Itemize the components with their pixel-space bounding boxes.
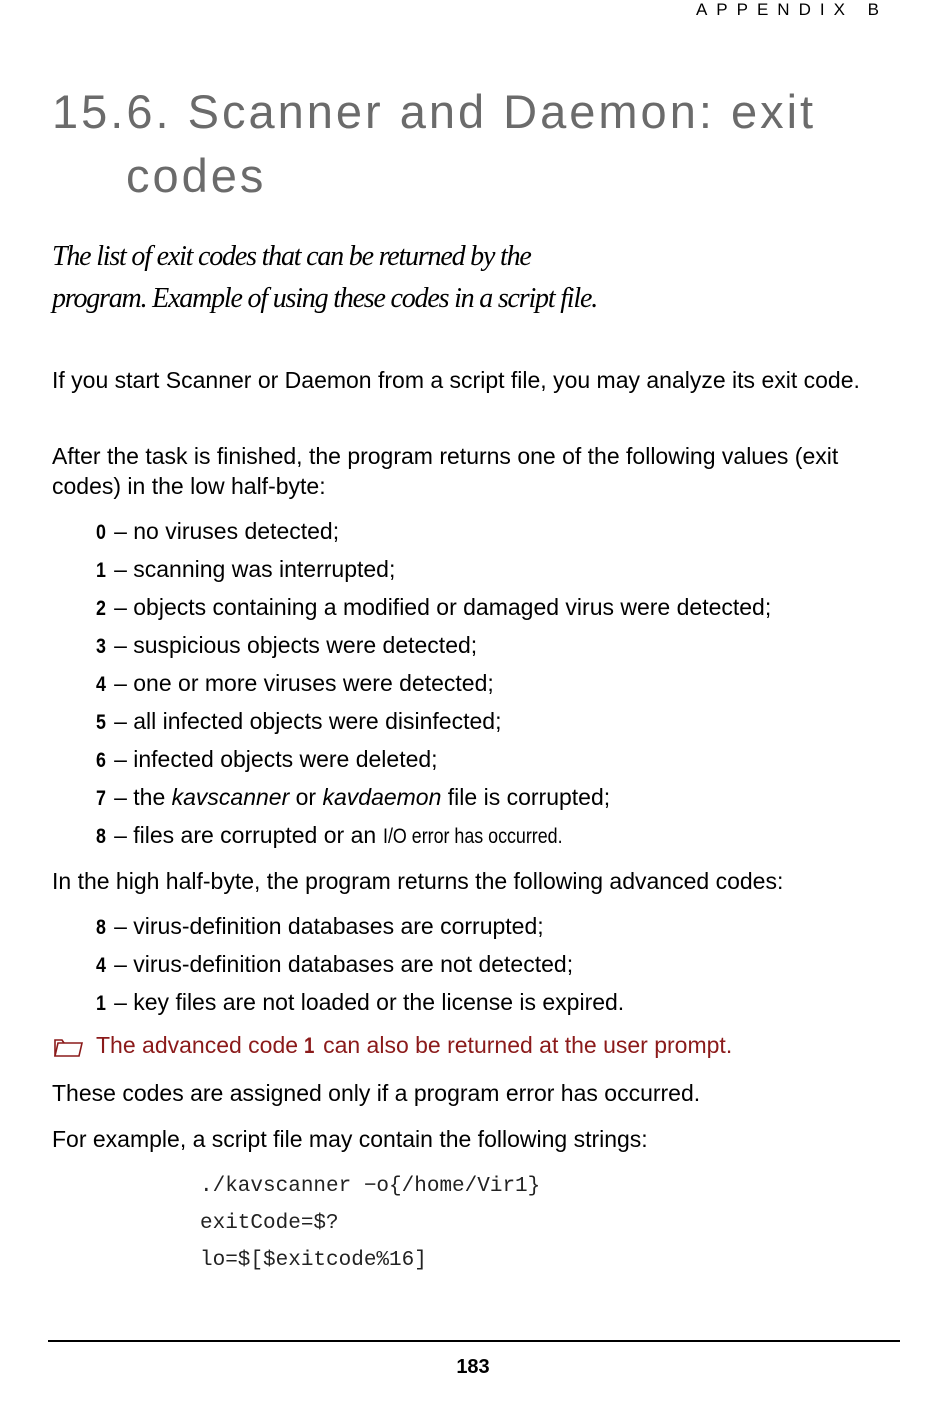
exit-code-number: 1 <box>96 559 106 582</box>
exit-code-description: – suspicious objects were detected; <box>107 632 478 658</box>
list-item <box>96 630 896 668</box>
list-item <box>96 554 896 592</box>
exit-code-number: 2 <box>96 597 106 620</box>
exit-code-number: 4 <box>96 954 106 977</box>
exit-code-description: – objects containing a modified or damaged virus were detected; <box>107 594 772 620</box>
exit-code-number: 6 <box>96 749 106 772</box>
kavdaemon-filename: kavdaemon <box>322 784 442 810</box>
low-exit-code-list <box>96 516 896 858</box>
running-header: APPENDIX B <box>695 0 888 19</box>
list-item <box>96 668 896 706</box>
script-line: ./kavscanner −o{/home/Vir1} <box>200 1175 541 1198</box>
note-text-end: can also be returned at the user prompt. <box>316 1032 733 1058</box>
list-item <box>96 911 896 949</box>
exit-code-description-end: file is corrupted; <box>441 784 611 810</box>
note-folder-icon <box>52 1035 86 1059</box>
exit-code-description-start: – the <box>107 784 172 810</box>
subtitle-line2: program. Example of using these codes in a script file. <box>52 283 597 314</box>
page-number: 183 <box>456 1356 490 1378</box>
section-subtitle <box>52 236 692 320</box>
list-item <box>96 949 896 987</box>
exit-code-description-mid: or <box>289 784 323 810</box>
note-code-number: 1 <box>304 1033 315 1058</box>
list-item <box>96 782 896 820</box>
low-half-byte-intro: After the task is finished, the program returns one of the following values (exit codes) in the low half-byte: <box>52 443 839 499</box>
footer-divider <box>48 1340 900 1342</box>
list-item <box>96 744 896 782</box>
exit-code-number: 4 <box>96 673 106 696</box>
subtitle-line1: The list of exit codes that can be returned by the <box>52 241 531 272</box>
exit-code-description: – virus-definition databases are corrupted; <box>107 913 544 939</box>
exit-code-description: – scanning was interrupted; <box>107 556 396 582</box>
exit-code-number: 7 <box>96 787 106 810</box>
section-title-line1: 15.6. Scanner and Daemon: exit <box>52 85 817 138</box>
kavscanner-filename: kavscanner <box>171 784 290 810</box>
exit-code-description: – key files are not loaded or the license is expired. <box>107 989 625 1015</box>
exit-code-number: 3 <box>96 635 106 658</box>
high-half-byte-intro: In the high half-byte, the program returns the following advanced codes: <box>52 868 784 894</box>
intro-paragraph: If you start Scanner or Daemon from a script file, you may analyze its exit code. <box>52 367 860 393</box>
script-line: exitCode=$? <box>200 1212 339 1235</box>
list-item <box>96 516 896 554</box>
exit-code-description-end: I/O error has occurred. <box>382 825 563 848</box>
high-exit-code-list <box>96 911 896 1025</box>
section-title-line2: codes <box>126 149 267 202</box>
section-title <box>52 80 912 208</box>
exit-code-description-start: – files are corrupted or an <box>107 822 383 848</box>
exit-code-number: 8 <box>96 916 106 939</box>
exit-code-description: – virus-definition databases are not detected; <box>107 951 574 977</box>
codes-assigned-paragraph: These codes are assigned only if a program error has occurred. <box>52 1080 701 1106</box>
script-example <box>200 1168 540 1279</box>
list-item <box>96 592 896 630</box>
exit-code-number: 8 <box>96 825 106 848</box>
exit-code-description: – one or more viruses were detected; <box>107 670 494 696</box>
exit-code-number: 5 <box>96 711 106 734</box>
list-item <box>96 987 896 1025</box>
note-callout <box>52 1030 912 1061</box>
list-item <box>96 820 896 858</box>
note-text-start: The advanced code <box>96 1032 305 1058</box>
list-item <box>96 706 896 744</box>
exit-code-description: – no viruses detected; <box>107 518 340 544</box>
exit-code-number: 1 <box>96 992 106 1015</box>
exit-code-number: 0 <box>96 521 106 544</box>
exit-code-description: – infected objects were deleted; <box>107 746 438 772</box>
exit-code-description: – all infected objects were disinfected; <box>107 708 502 734</box>
script-line: lo=$[$exitcode%16] <box>200 1249 427 1272</box>
example-intro-paragraph: For example, a script file may contain the following strings: <box>52 1126 648 1152</box>
